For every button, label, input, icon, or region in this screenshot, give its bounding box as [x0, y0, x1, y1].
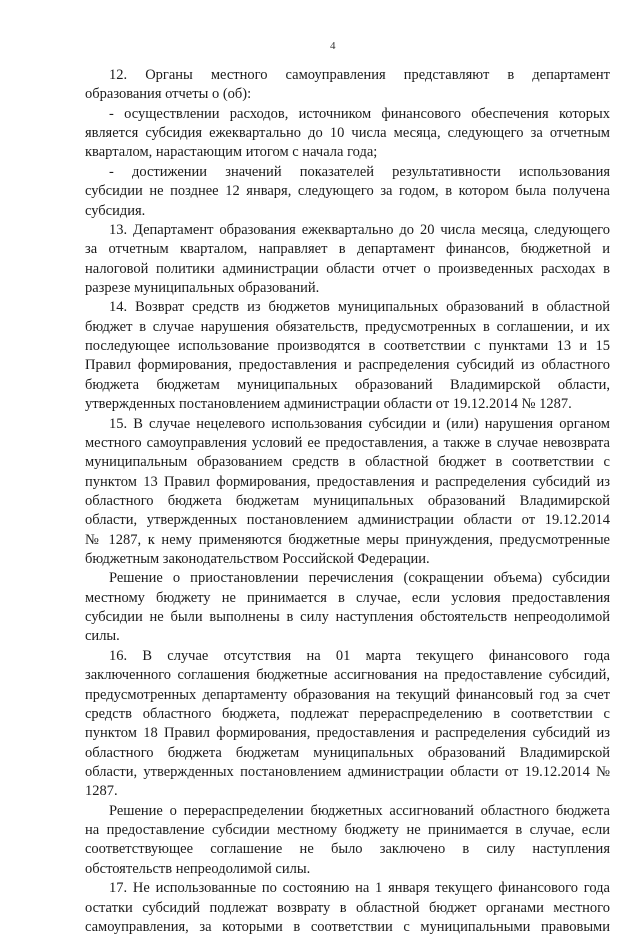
text-line: субсидии не позднее 12 января, следующего за годом, в котором была получена: [85, 183, 610, 200]
text-line: Решение о приостановлении перечисления (сокращении объема) субсидии: [109, 570, 610, 587]
text-line: 17. Не использованные по состоянию на 1 января текущего финансового года: [109, 880, 610, 897]
text-line: предусмотренных департаменту образования на текущий финансовый год за счет: [85, 686, 610, 703]
text-line: Решение о перераспределении бюджетных ассигнований областного бюджета: [109, 802, 610, 819]
text-line: 13. Департамент образования ежеквартально до 20 числа месяца, следующего: [109, 221, 610, 238]
text-line: остатки субсидий подлежат возврату в областной бюджет органами местного: [85, 899, 610, 916]
text-line: последующее использование производятся в соответствии с пунктами 13 и 15: [85, 338, 610, 354]
text-line: местному бюджету не принимается в случае, если условия предоставления: [85, 589, 610, 606]
text-line: - достижении значений показателей результативности использования: [109, 163, 610, 180]
text-line: субсидия.: [85, 202, 146, 219]
text-line: 15. В случае нецелевого использования субсидии и (или) нарушения органом: [109, 415, 610, 432]
text-line: за отчетным кварталом, направляет в департамент финансов, бюджетной и: [85, 241, 610, 258]
text-line: на предоставление субсидии местному бюджету не принимается в случае, если: [85, 822, 610, 838]
text-line: бюджет в случае нарушения обязательств, предусмотренных в соглашении, и их: [85, 318, 610, 335]
text-line: № 1287, к нему применяются бюджетные меры принуждения, предусмотренные: [85, 531, 610, 548]
text-line: области, утвержденных постановлением администрации области от 19.12.2014: [85, 512, 610, 529]
text-line: - осуществлении расходов, источником финансового обеспечения которых: [109, 105, 610, 122]
text-line: муниципальным образованием средств в областной бюджет в соответствии с: [85, 454, 610, 471]
text-line: утвержденных постановлением администрации области от 19.12.2014 № 1287.: [85, 396, 572, 413]
text-line: областного бюджета бюджетам муниципальных образований Владимирской: [85, 744, 610, 761]
text-line: заключенного соглашения бюджетные ассигнования на предоставление субсидий,: [85, 667, 610, 684]
text-line: бюджета бюджетам муниципальных образований Владимирской области,: [85, 376, 610, 393]
text-line: пунктом 13 Правил формирования, предоставления и распределения субсидий из: [85, 473, 610, 490]
text-line: налоговой политики администрации области отчет о произведенных расходах в: [85, 260, 610, 277]
text-line: 14. Возврат средств из бюджетов муниципальных образований в областной: [109, 299, 610, 316]
text-line: областного бюджета бюджетам муниципальных образований Владимирской: [85, 492, 610, 509]
text-line: субсидии не были выполнены в силу наступления обстоятельств непреодолимой: [85, 609, 610, 626]
text-line: 16. В случае отсутствия на 01 марта текущего финансового года: [109, 647, 610, 664]
text-line: области, утвержденных постановлением администрации области от 19.12.2014 №: [85, 764, 610, 780]
text-line: образования отчеты о (об):: [85, 86, 252, 103]
text-line: обстоятельств непреодолимой силы.: [85, 860, 311, 877]
text-line: 12. Органы местного самоуправления представляют в департамент: [109, 67, 610, 83]
text-line: кварталом, нарастающим итогом с начала года;: [85, 144, 378, 161]
text-line: средств областного бюджета, подлежат перераспределению в соответствии с: [85, 705, 610, 722]
text-line: разрезе муниципальных образований.: [85, 280, 320, 296]
text-line: самоуправления, за которыми в соответствии с муниципальными правовыми: [85, 918, 610, 935]
text-line: бюджетным законодательством Российской Федерации.: [85, 551, 430, 567]
text-line: пунктом 18 Правил формирования, предоставления и распределения субсидий из: [85, 725, 610, 742]
text-line: Правил формирования, предоставления и распределения субсидий из областного: [85, 357, 610, 374]
text-line: местного самоуправления условий ее предоставления, а также в случае невозврата: [85, 434, 610, 451]
text-line: является субсидия ежеквартально до 10 числа месяца, следующего за отчетным: [85, 125, 610, 142]
page-number: 4: [330, 40, 336, 52]
text-line: силы.: [85, 628, 120, 645]
text-line: соответствующее соглашение не было заключено в силу наступления: [85, 841, 610, 858]
text-line: 1287.: [85, 783, 118, 800]
